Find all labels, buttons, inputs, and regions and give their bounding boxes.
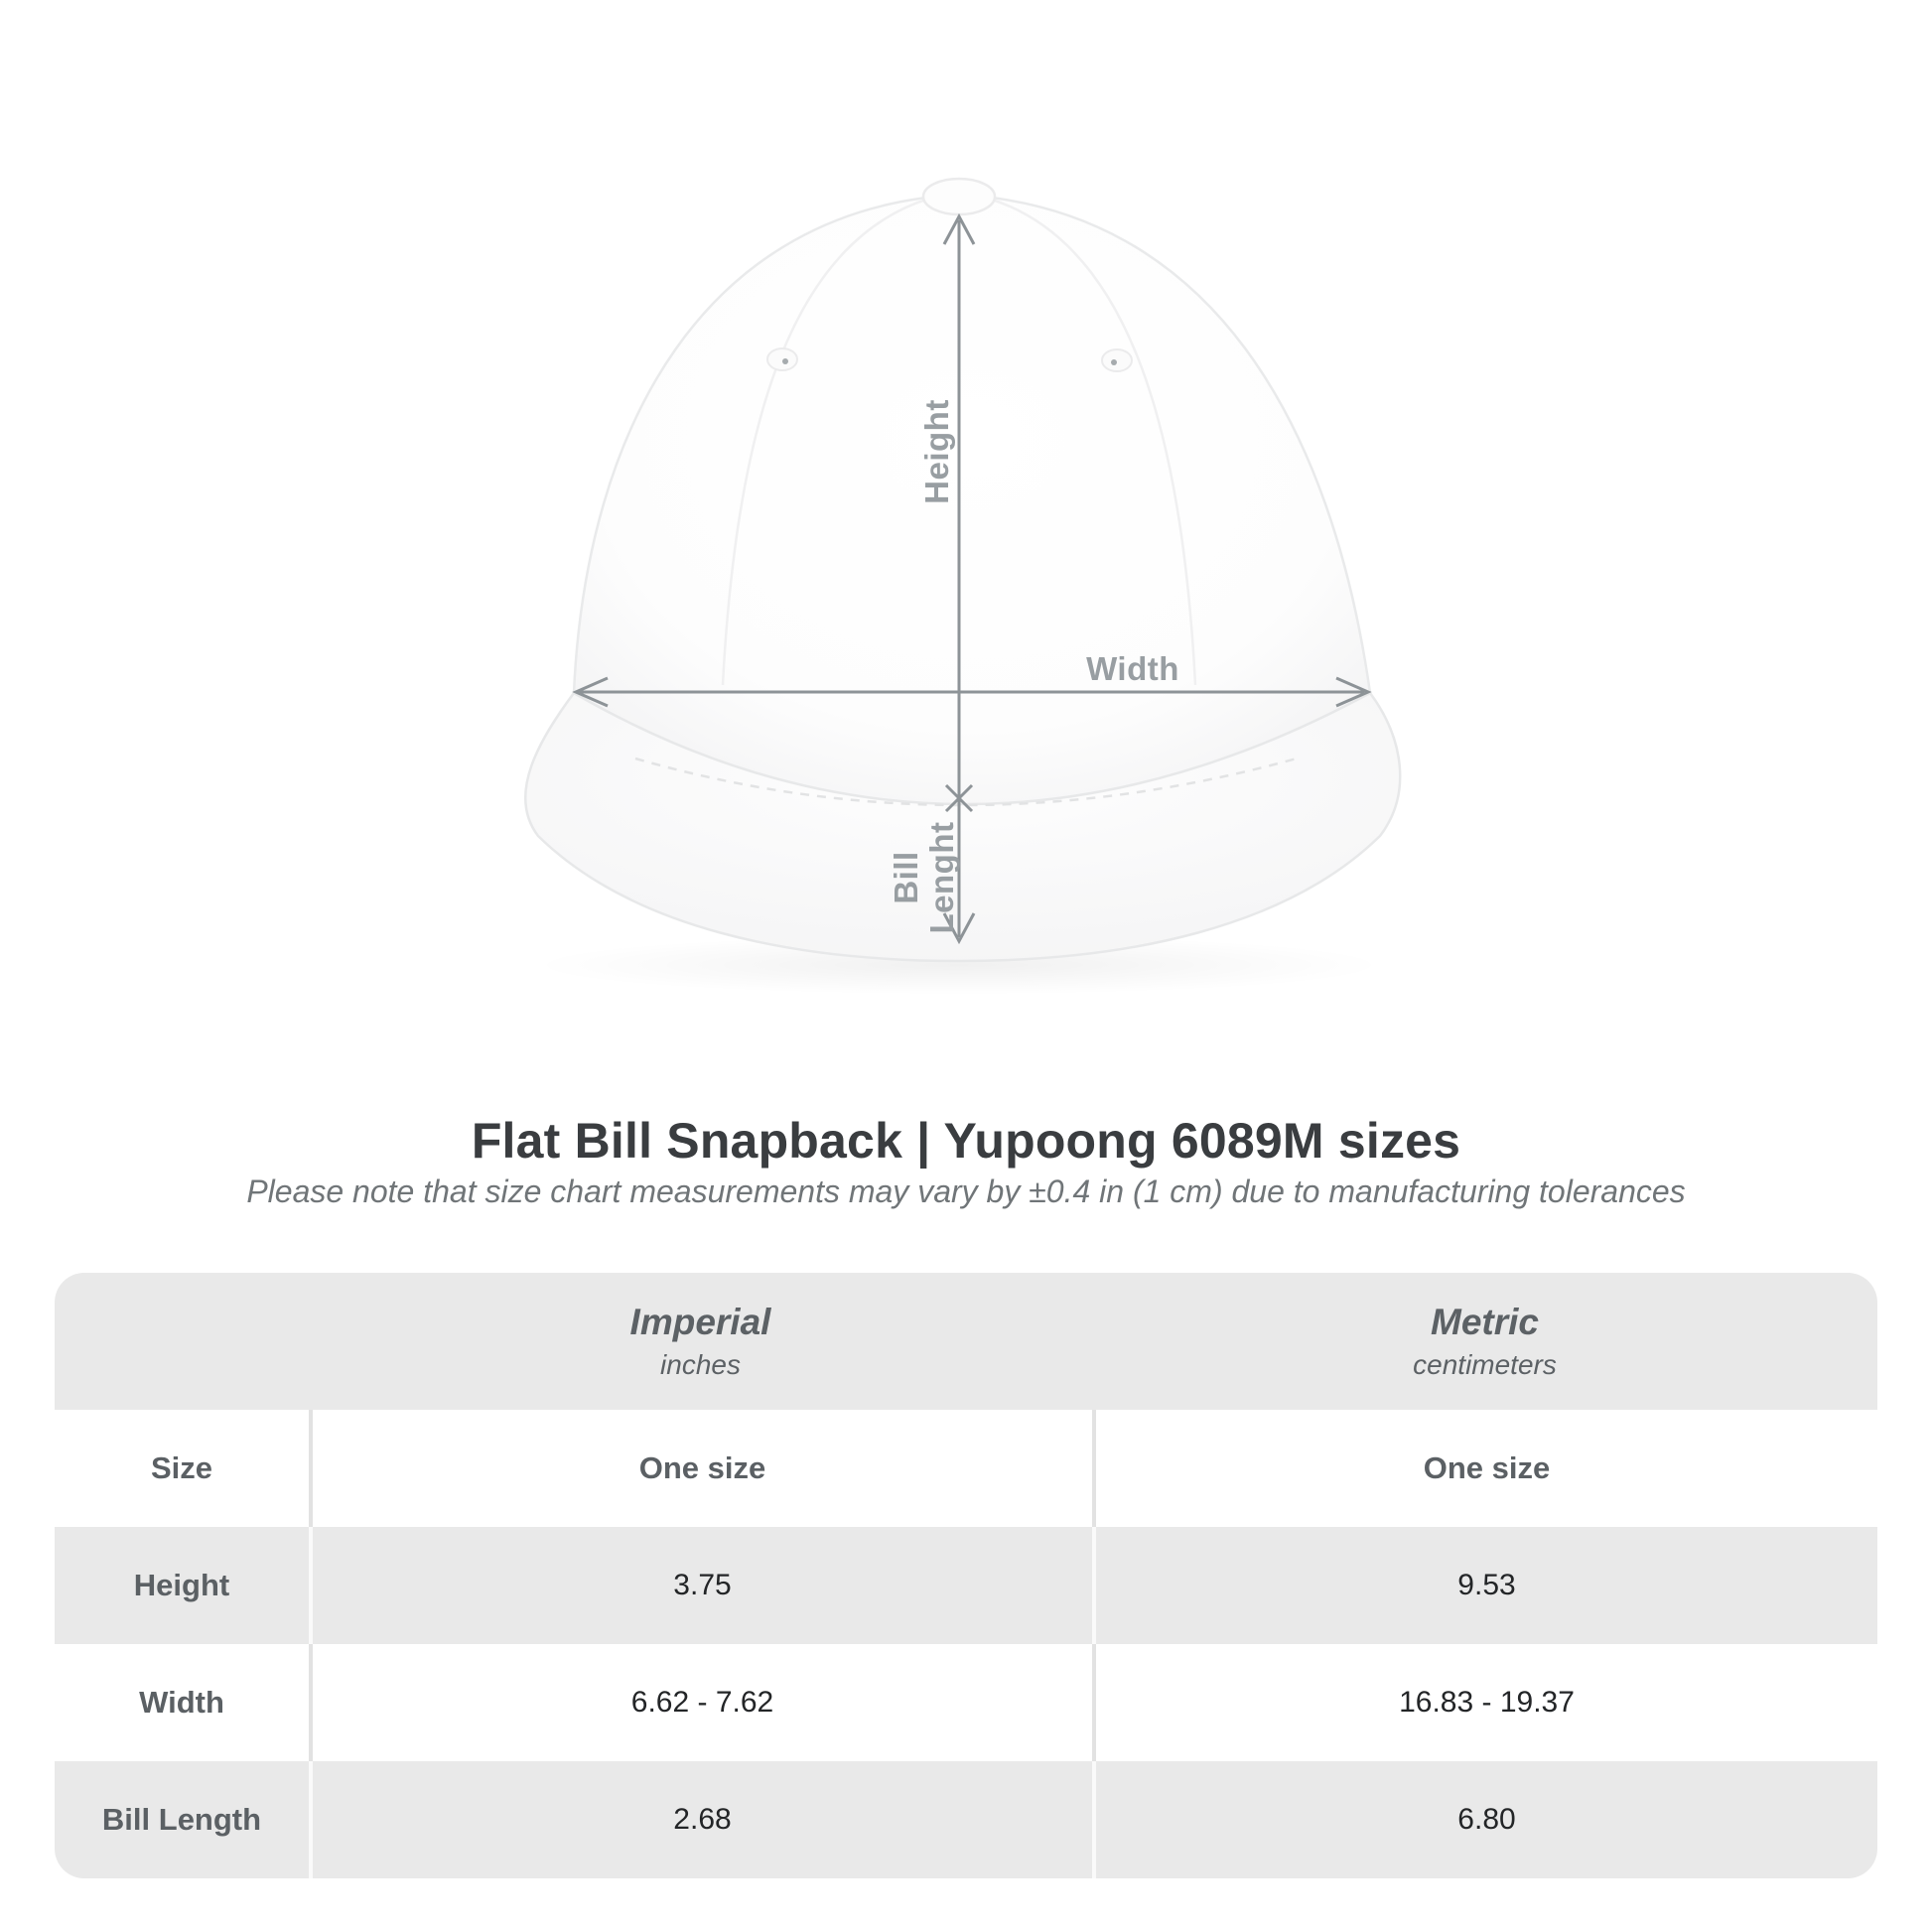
bill-label-line1: Bill — [888, 851, 924, 904]
metric-value: One size — [1092, 1410, 1877, 1527]
metric-value: 9.53 — [1092, 1527, 1877, 1644]
header-imperial — [309, 1273, 1092, 1410]
imperial-label: Imperial — [629, 1301, 771, 1342]
right-eyelet-icon — [1102, 349, 1132, 371]
tolerance-note: Please note that size chart measurements may vary by ±0.4 in (1 cm) due to manufacturing tolerances — [246, 1173, 1686, 1209]
left-eyelet-icon — [767, 348, 797, 370]
imperial-value: 2.68 — [309, 1761, 1092, 1878]
metric-value: 6.80 — [1092, 1761, 1877, 1878]
table-row-size — [55, 1410, 1877, 1527]
row-label: Bill Length — [101, 1802, 262, 1837]
metric-label: Metric — [1431, 1301, 1539, 1342]
imperial-value: One size — [309, 1410, 1092, 1527]
header-metric — [1092, 1273, 1877, 1410]
hat-crown — [574, 195, 1370, 806]
hat-button — [923, 179, 995, 214]
header-empty-cell — [55, 1273, 309, 1410]
height-dimension-label: Height — [918, 399, 955, 504]
row-label: Width — [139, 1685, 224, 1720]
table-row-width — [55, 1644, 1877, 1761]
table-row-height — [55, 1527, 1877, 1644]
bill-length-dimension-label — [889, 822, 960, 934]
width-dimension-label: Width — [1086, 650, 1179, 687]
metric-unit-label: centimeters — [1413, 1348, 1557, 1380]
size-table — [55, 1273, 1877, 1878]
bill-label-line2: Lenght — [923, 821, 960, 934]
table-row-bill-length — [55, 1761, 1877, 1878]
imperial-value: 3.75 — [309, 1527, 1092, 1644]
row-label: Height — [133, 1568, 230, 1602]
table-header-row — [55, 1273, 1877, 1410]
metric-value: 16.83 - 19.37 — [1092, 1644, 1877, 1761]
row-label: Size — [150, 1450, 213, 1485]
imperial-value: 6.62 - 7.62 — [309, 1644, 1092, 1761]
imperial-unit-label: inches — [660, 1348, 741, 1380]
page-title: Flat Bill Snapback | Yupoong 6089M sizes — [471, 1113, 1461, 1169]
